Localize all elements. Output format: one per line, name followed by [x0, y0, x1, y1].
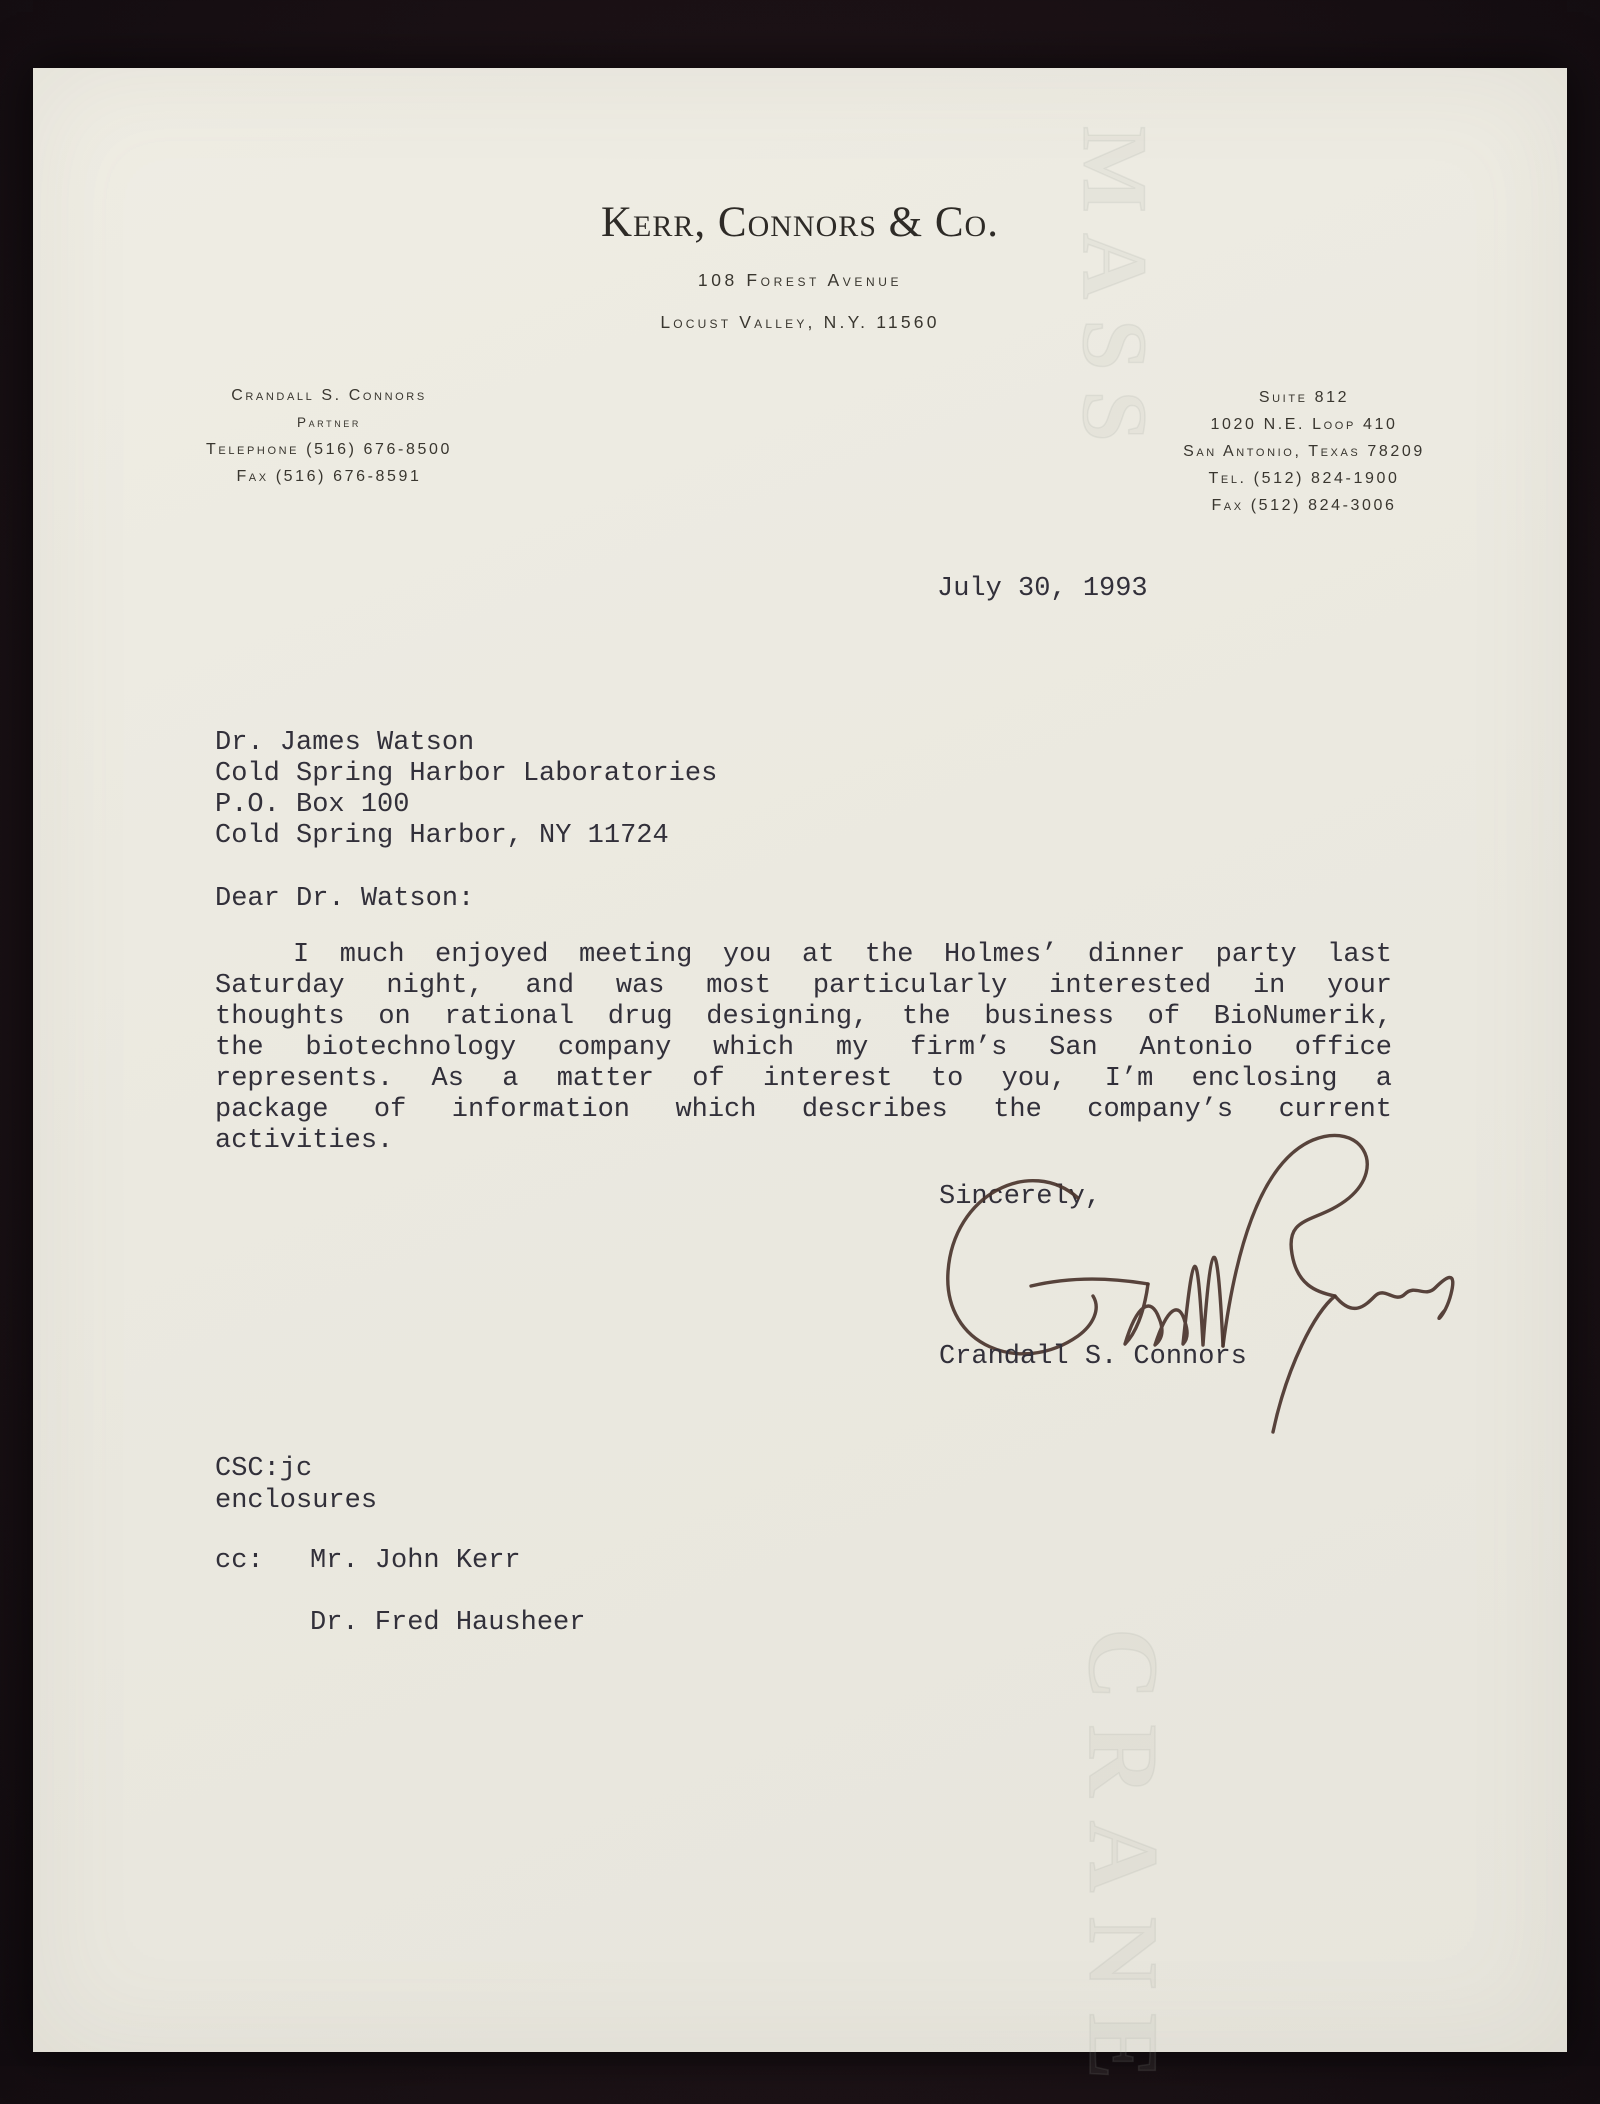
recipient-line: Dr. James Watson — [215, 728, 475, 758]
partner-name: Crandall S. Connors — [231, 387, 427, 404]
recipient-address-block — [215, 728, 717, 852]
partner-telephone: Telephone (516) 676-8500 — [206, 441, 452, 458]
branch-telephone: Tel. (512) 824-1900 — [1208, 470, 1400, 487]
signer-name: Crandall S. Connors — [939, 1342, 1247, 1372]
company-name: Kerr, Connors & Co. — [601, 199, 999, 246]
salutation: Dear Dr. Watson: — [215, 884, 475, 914]
recipient-line: Cold Spring Harbor Laboratories — [215, 759, 718, 789]
signature-script — [913, 1124, 1473, 1454]
cc-name: Mr. John Kerr — [310, 1546, 521, 1576]
branch-city: San Antonio, Texas 78209 — [1183, 443, 1425, 460]
partner-fax: Fax (516) 676-8591 — [236, 468, 422, 485]
cc-label: cc: — [215, 1546, 264, 1576]
reference-initials: CSC:jc — [215, 1454, 313, 1484]
body-line: package of information which describes the company’s current — [215, 1095, 1392, 1125]
watermark-mass: MASS — [1064, 126, 1166, 462]
body-line: Saturday night, and was most particularly interested in your — [215, 971, 1392, 1001]
enclosures-note: enclosures — [215, 1486, 378, 1516]
body-line: I much enjoyed meeting you at the Holmes’ dinner party last — [293, 940, 1392, 970]
letterhead-street-address: 108 Forest Avenue — [697, 270, 903, 290]
letterhead-city-address: Locust Valley, N.Y. 11560 — [660, 312, 940, 332]
branch-contact-block — [1129, 384, 1479, 519]
letter-body-paragraph — [215, 940, 1392, 1157]
body-line: thoughts on rational drug designing, the business of BioNumerik, — [215, 1002, 1392, 1032]
body-line: represents. As a matter of interest to you, I’m enclosing a — [215, 1064, 1392, 1094]
recipient-line: P.O. Box 100 — [215, 790, 410, 820]
partner-title: Partner — [296, 415, 362, 430]
branch-street: 1020 N.E. Loop 410 — [1210, 416, 1398, 433]
body-line: activities. — [215, 1126, 394, 1156]
body-line: the biotechnology company which my firm’s San Antonio office — [215, 1033, 1392, 1063]
cc-name: Dr. Fred Hausheer — [310, 1608, 586, 1638]
branch-fax: Fax (512) 824-3006 — [1211, 497, 1397, 514]
watermark-crane: CRANE — [1068, 1628, 1179, 2104]
letter-paper — [33, 68, 1567, 2104]
letter-date: July 30, 1993 — [937, 574, 1148, 604]
branch-suite: Suite 812 — [1258, 389, 1350, 406]
partner-contact-block — [161, 382, 497, 490]
valediction: Sincerely, — [939, 1182, 1102, 1212]
recipient-line: Cold Spring Harbor, NY 11724 — [215, 821, 669, 851]
